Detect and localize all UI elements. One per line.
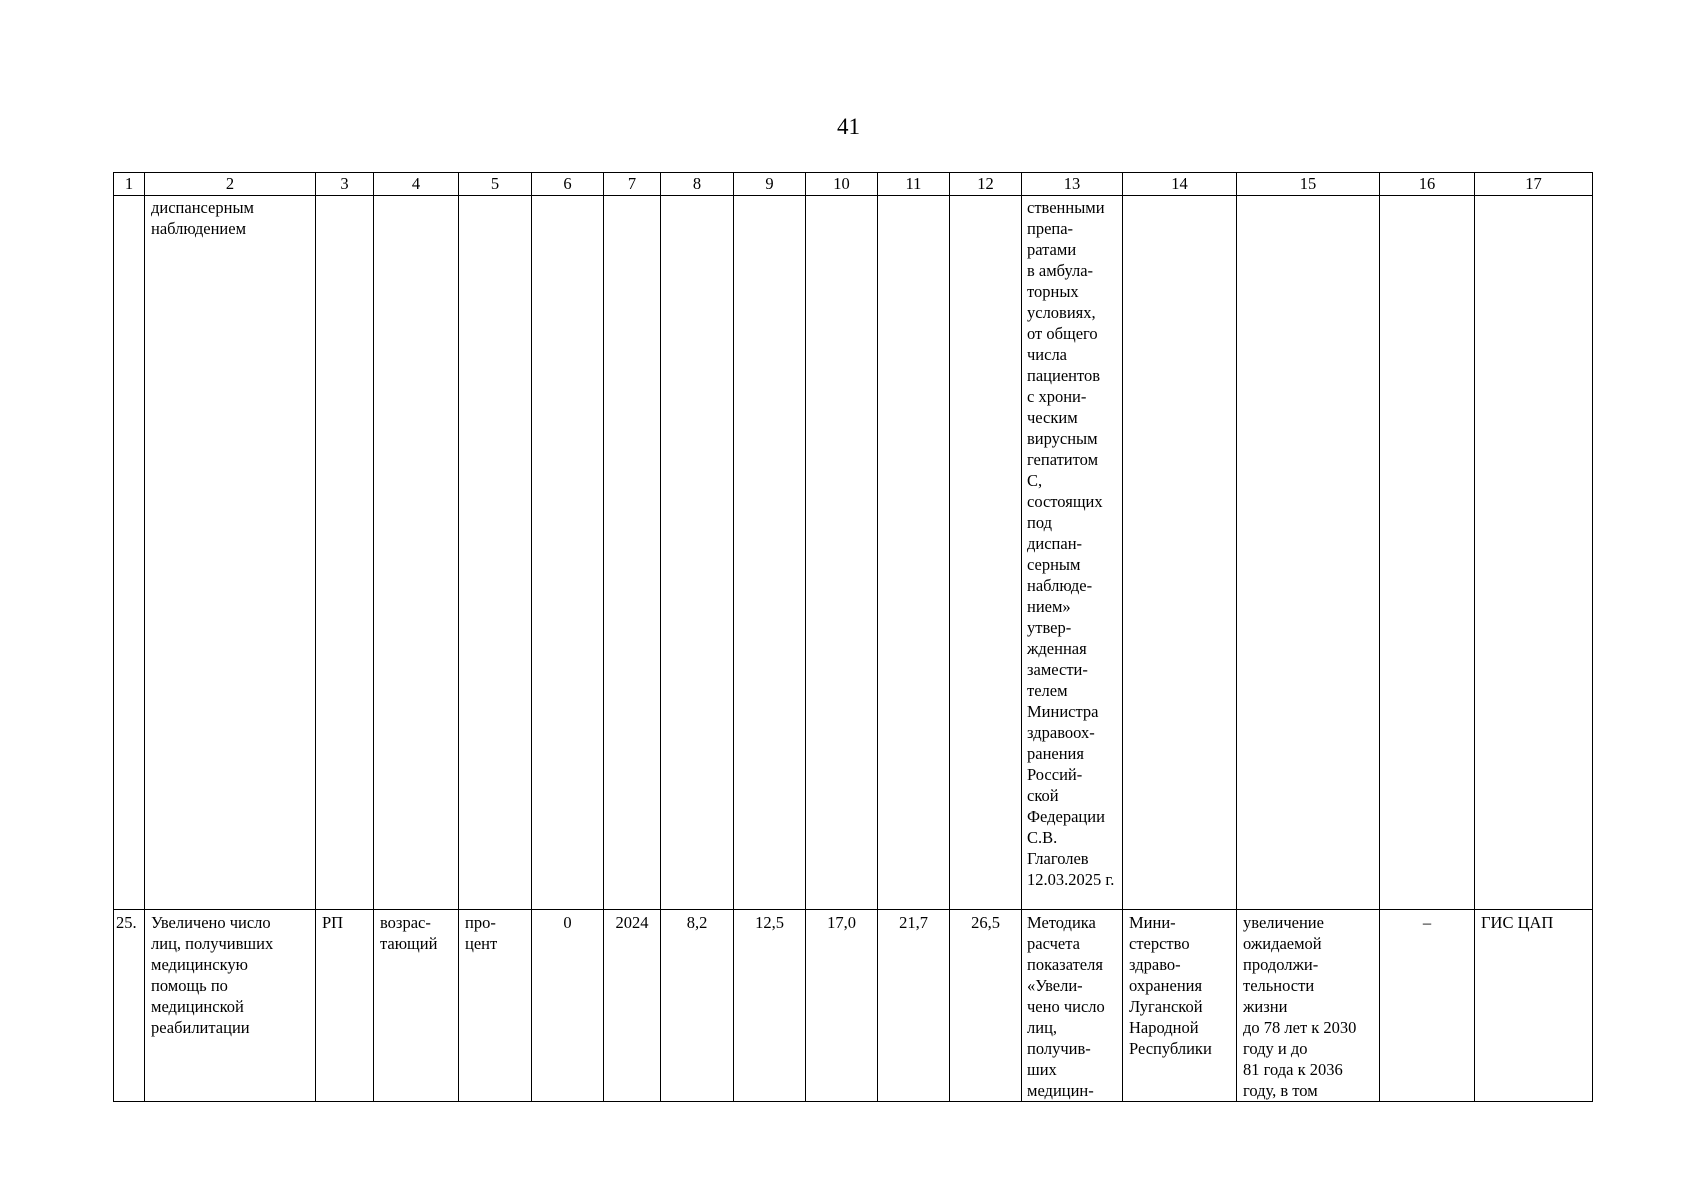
col-header-7: 7 bbox=[604, 173, 661, 196]
value-col-8: 8,2 bbox=[661, 910, 734, 1102]
col-16-value: – bbox=[1380, 910, 1475, 1102]
cell-empty bbox=[950, 196, 1022, 910]
cell-empty bbox=[661, 196, 734, 910]
methodology-continued: ственными препа- ратами в амбула- торных условиях, от общего числа пациентов с хрони- ческим вирусным гепатитом С, состоящих под диспан- серным наблюде- нием» утвер- жденная замести- телем Министра здравоох- ранения Россий- ской Федерации С.В. Глаголев 12.03.2025 г. bbox=[1022, 196, 1123, 910]
col-header-5: 5 bbox=[459, 173, 532, 196]
col-header-10: 10 bbox=[806, 173, 878, 196]
cell-empty bbox=[878, 196, 950, 910]
value-col-12: 26,5 bbox=[950, 910, 1022, 1102]
col-header-2: 2 bbox=[145, 173, 316, 196]
cell-empty bbox=[459, 196, 532, 910]
cell-empty bbox=[114, 196, 145, 910]
cell-empty bbox=[734, 196, 806, 910]
col-header-9: 9 bbox=[734, 173, 806, 196]
cell-empty bbox=[1123, 196, 1237, 910]
column-number-row bbox=[114, 173, 1593, 196]
indicators-table bbox=[113, 172, 1593, 1102]
methodology: Методика расчета показателя «Увели- чено число лиц, получив- ших медицин- bbox=[1022, 910, 1123, 1102]
row-number: 25. bbox=[114, 910, 145, 1102]
goal-link: увеличение ожидаемой продолжи- тельности жизни до 78 лет к 2030 году и до 81 года к 2036 году, в том bbox=[1237, 910, 1380, 1102]
indicator-level: РП bbox=[316, 910, 374, 1102]
table-row bbox=[114, 910, 1593, 1102]
indicator-name: Увеличено число лиц, получивших медицинскую помощь по медицинской реабилитации bbox=[145, 910, 316, 1102]
col-header-1: 1 bbox=[114, 173, 145, 196]
cell-empty bbox=[604, 196, 661, 910]
col-header-12: 12 bbox=[950, 173, 1022, 196]
col-header-11: 11 bbox=[878, 173, 950, 196]
responsible-body: Мини- стерство здраво- охранения Луганской Народной Республики bbox=[1123, 910, 1237, 1102]
information-system: ГИС ЦАП bbox=[1475, 910, 1593, 1102]
indicator-trend: возрас- тающий bbox=[374, 910, 459, 1102]
unit-of-measure: про- цент bbox=[459, 910, 532, 1102]
value-col-9: 12,5 bbox=[734, 910, 806, 1102]
col-header-8: 8 bbox=[661, 173, 734, 196]
cell-empty bbox=[1237, 196, 1380, 910]
table-row bbox=[114, 196, 1593, 910]
cell-empty bbox=[1380, 196, 1475, 910]
col-header-16: 16 bbox=[1380, 173, 1475, 196]
base-year: 2024 bbox=[604, 910, 661, 1102]
cell-empty bbox=[806, 196, 878, 910]
base-value: 0 bbox=[532, 910, 604, 1102]
page-number: 41 bbox=[837, 114, 860, 139]
col-header-4: 4 bbox=[374, 173, 459, 196]
value-col-10: 17,0 bbox=[806, 910, 878, 1102]
cell-empty bbox=[532, 196, 604, 910]
cell-empty bbox=[1475, 196, 1593, 910]
col-header-6: 6 bbox=[532, 173, 604, 196]
col-header-17: 17 bbox=[1475, 173, 1593, 196]
value-col-11: 21,7 bbox=[878, 910, 950, 1102]
col-header-13: 13 bbox=[1022, 173, 1123, 196]
indicator-name-continued: диспансерным наблюдением bbox=[145, 196, 316, 910]
col-header-3: 3 bbox=[316, 173, 374, 196]
col-header-14: 14 bbox=[1123, 173, 1237, 196]
cell-empty bbox=[374, 196, 459, 910]
cell-empty bbox=[316, 196, 374, 910]
col-header-15: 15 bbox=[1237, 173, 1380, 196]
